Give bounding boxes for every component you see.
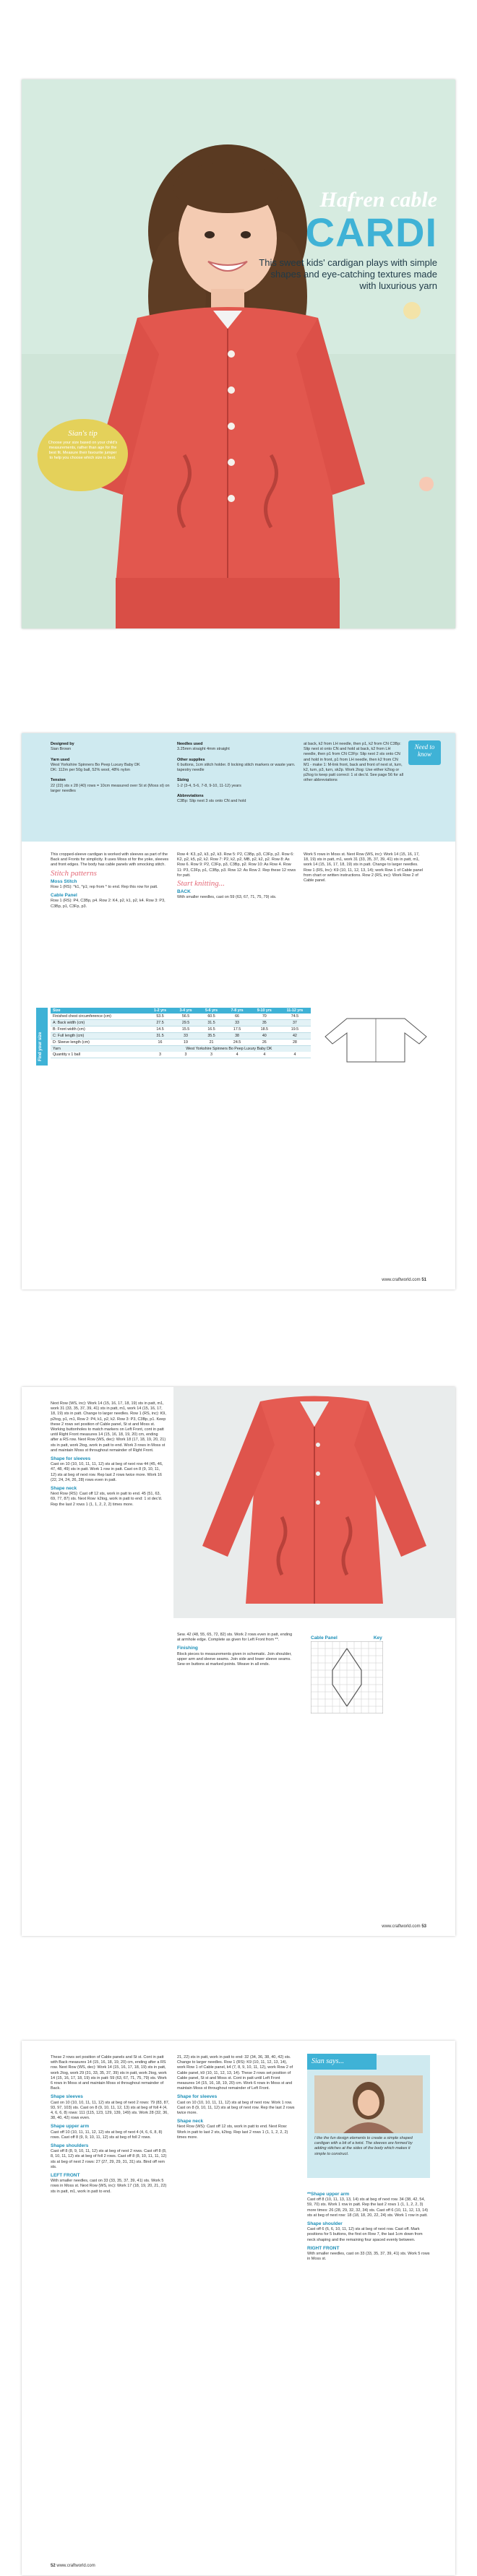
footer <box>51 2564 95 2568</box>
size-table-cell: 37 <box>279 1020 311 1026</box>
size-table-cell: 70 <box>250 1013 279 1020</box>
size-table-cell: 35 <box>250 1020 279 1026</box>
p4-col2-text: 21, 22) sts in patt, work in patt to end: 32 (34, 36, 38, 40, 42) sts. Change to larger needles. Row 1 (RS): K9 (10, 11, 12, 13, 14), work Row 1 of Cable panel, k4 (7, 8, 9, 10, 11, 12), work Row 2 of Cable panel, k9 (10, 11, 12, 13, 14). These 2 rows set position of Cable panel, St st and Moss st. Cont in patt until Left Front measures 14 (15, 16, 18, 19, 20) cm. Work 6 rows in Moss st and maintain Moss st throughout remainder of Left Front. <box>177 2055 293 2091</box>
body-col-1 <box>51 852 170 909</box>
size-table-row <box>51 1052 311 1058</box>
info-col-1 <box>51 742 170 794</box>
size-table-cell: 53.5 <box>147 1013 173 1020</box>
size-table-cell: 21 <box>199 1040 225 1046</box>
size-table-header-cell: 5-6 yrs <box>199 1008 225 1013</box>
sian-text: I like the fun design elements to create a simple shaped cardigan with a bit of a twist. The sleeves are formed by adding stitches at the sides of the body which makes it simple to construct. <box>314 2136 413 2156</box>
size-table-header-cell: Size <box>51 1008 147 1013</box>
back-continued: Work 5 rows in Moss st. Next Row (WS, inc): Work 14 (15, 16, 17, 18, 19) sts in patt, m1, work 31 (33, 35, 37, 39, 41) sts in patt, m1, work 14 (15, 16, 17, 18, 19) sts in patt. Change to larger needles. Row 1 (RS, Inc): K9 (10, 11, 12, 13, 14); work Row 1 of Cable panel from chart or written instructions. Row 2 (RS, inc): Work Row 2 of Cable panel. <box>304 852 423 883</box>
page-need-to-know <box>22 733 455 1289</box>
chart-label: Cable Panel <box>311 1635 338 1641</box>
cable-heading: Cable Panel <box>51 893 77 899</box>
moss-text: Row 1 (RS): *k1, *p1; rep from * to end. Rep this row for patt. <box>51 885 158 890</box>
size-table-row <box>51 1046 311 1053</box>
size-table-cell: 18.5 <box>250 1026 279 1033</box>
size-table-cell: 27.5 <box>147 1020 173 1026</box>
title-big: CARDI <box>305 209 437 255</box>
intro-text: This sweet kids' cardigan plays with simple shapes and eye-catching textures made with luxurious yarn <box>259 257 437 291</box>
p3-sleeves-heading: Shape for sleeves <box>51 1456 91 1462</box>
sian-photo <box>314 2075 423 2133</box>
find-size-tab <box>36 1008 48 1066</box>
start-heading: Start knitting... <box>177 879 225 889</box>
size-table-header <box>51 1008 311 1013</box>
sian-title: Sian says... <box>307 2054 377 2070</box>
cardigan-photo <box>173 1387 455 1618</box>
size-table-cell: 26 <box>250 1040 279 1046</box>
intro-body: This cropped-sleeve cardigan is worked with sleeves as part of the Back and Fronts for simplicity. It uses Moss st for the yoke, sleeves and front edges. The body has cable panels with smocking stitch. <box>51 852 169 868</box>
abbr-continued: at back, k2 from LH needle, then p1, k2 from CN C3Bp: Slip next st onto CN and hold at back, k2 from LH needle, then p1 from CN C3Fp: Slip next 2 sts onto CN and hold in front, p1 from LH needle, then k2 from CN M1 - make 1: M-link front, back and front of next st, turn, k2, turn, p3, turn, sk2p. Work 2tog: Use either k2tog or p2tog to keep patt correct: 1 st dec'd. See page 56 for all other abbreviations <box>304 742 404 783</box>
p4-col3-shoulders-text: Cast off 6 (6, 6, 10, 11, 12) sts at beg of next row. Cast off. Mark positions for 5 buttons, the first on Row 7, the last 1cm down from neck shaping and the remaining four spaced evenly between. <box>307 2227 423 2242</box>
find-size-label: Find your size <box>38 1032 43 1061</box>
size-table-header-cell: 9-10 yrs <box>250 1008 279 1013</box>
size-table-cell: Yarn <box>53 1047 61 1051</box>
need-to-know-tab: Need to know <box>408 740 441 765</box>
p3-col-2 <box>177 1633 293 1667</box>
finishing-heading: Finishing <box>177 1646 198 1651</box>
size-table-cell: 40 <box>250 1033 279 1040</box>
p4-col3-heading: **Shape upper arm <box>307 2192 350 2197</box>
size-table-cell: A: Back width (cm) <box>51 1020 147 1026</box>
size-table-cell: 19 <box>173 1040 199 1046</box>
size-table-row <box>51 1013 311 1020</box>
left-front-heading: LEFT FRONT <box>51 2173 80 2179</box>
page-number: 53 <box>421 1924 426 1929</box>
size-table <box>51 1008 311 1058</box>
size-table-cell: 56.5 <box>173 1013 199 1020</box>
footer-url: www.craftworld.com <box>382 1278 421 1282</box>
p4-col-1 <box>51 2055 170 2195</box>
p3-col-1 <box>51 1401 166 1508</box>
size-table-row <box>51 1033 311 1040</box>
title-block <box>257 188 437 292</box>
size-table-cell: 16 <box>147 1040 173 1046</box>
p4-col2-sleeves-text: Cast on 10 (10, 10, 11, 11, 12) sts at beg of next row. Work 1 row. Cast on 8 (9, 10, 11, 12) sts at beg of next row. Rep the last 2 rows twice more. <box>177 2100 295 2116</box>
size-table-cell: Finished chest circumference (cm) <box>51 1013 147 1020</box>
designed-label: Designed by <box>51 742 74 746</box>
needles-label: Needles used <box>177 742 203 746</box>
cable-rows: Row 4: K3, p2, k3, p2, k3. Row 5: P2, C3Bp, p3, C3Fp, p2. Row 6: K2, p2, k5, p2, k2. Row 7: P2, k2, p2, MB, p2, k2, p2. Row 8: As Row 6. Row 9: P2, C3Fp, p3, C3Bp, p2. Row 10: As Row 4. Row 11: P3, C3Fp, p1, C3Bp, p3. Row 12: As Row 2. Rep these 12 rows for patt. <box>177 852 296 878</box>
size-table-cell: 31.5 <box>199 1020 225 1026</box>
footer-url: www.craftworld.com <box>382 1924 421 1929</box>
p4-upperarm-text: Cast off 10 (10, 11, 11, 12, 12) sts at beg of next 4 (4, 6, 6, 8, 8) rows. Cast off 8 (9, 9, 10, 11, 12) sts at beg of foll 2 rows. <box>51 2130 163 2140</box>
schematic <box>318 1011 434 1066</box>
sizing-label: Sizing <box>177 778 189 783</box>
tip-text: Choose your size based on your child's measurements, rather than age for the best fit. Measure their favourite jumper to help you choose which size is best. <box>48 441 118 460</box>
size-table-cell: 17.5 <box>224 1026 250 1033</box>
size-table-cell: 33 <box>224 1020 250 1026</box>
p4-col2-sleeves-heading: Shape for sleeves <box>177 2094 218 2100</box>
p4-upperarm-heading: Shape upper arm <box>51 2124 90 2130</box>
p4-col3-text: Cast off 8 (10, 11, 13, 13, 14) sts at beg of next row. 34 (38, 42, 54, 59, 70) sts. Work 1 row in patt. Rep the last 2 rows 1 (1, 1, 2, 2, 3) more times: 26 (28, 29, 32, 32, 34) sts. Cast off 6 (10, 11, 12, 13, 14) sts at beg of next row: 18 (18, 18, 20, 22, 24) sts. Work 1 row in patt. <box>307 2197 429 2218</box>
right-front-heading: RIGHT FRONT <box>307 2245 340 2251</box>
page-pattern-3 <box>22 2041 455 2575</box>
abbr-label: Abbreviations <box>177 794 204 799</box>
sian-box <box>307 2055 430 2178</box>
size-table-header-cell: 7-8 yrs <box>224 1008 250 1013</box>
p4-col-2 <box>177 2055 296 2140</box>
size-table-cell: 15.5 <box>173 1026 199 1033</box>
size-table-cell: 28 <box>279 1040 311 1046</box>
chart-area <box>311 1633 426 1717</box>
p4-shoulders-text: Cast off 8 (8, 9, 10, 11, 12) sts at beg of next 2 rows. Cast off 8 (8, 8, 10, 11, 12) sts at beg of foll 2 rows. Cast off 8 (8, 10, 11, 11, 12) sts at beg of next 2 rows: 27 (27, 29, 29, 31, 31) sts. Bind off rem sts. <box>51 2149 167 2169</box>
designed-value: Sian Brown <box>51 747 72 752</box>
cable-text: Row 1 (RS): P4, C3Bp, p4. Row 2: K4, p2, k1, p2, k4. Row 3: P3, C3Bp, p1, C3Fp, p3. <box>51 899 166 909</box>
size-table-cell: 16.5 <box>199 1026 225 1033</box>
footer <box>382 1278 426 1282</box>
size-table-cell: 4 <box>250 1052 279 1058</box>
p4-col2-neck-text: Next Row (WS): Cast off 12 sts, work in patt to end. Next Row: Work in patt to last 2 sts, k2tog. Rep last 2 rows 1 (1, 1, 2, 2, 2) times more. <box>177 2125 288 2140</box>
p3-neck-heading: Shape neck <box>51 1486 77 1492</box>
finishing-text: Block pieces to measurements given in schematic. Join shoulder, upper arm and sleeve seams. Join side and lower sleeve seams. Sew on buttons at marked points. Weave in all ends. <box>177 1651 292 1667</box>
size-table-cell: 14.5 <box>147 1026 173 1033</box>
cable-chart <box>311 1641 383 1713</box>
page-number: 52 <box>51 2564 56 2568</box>
size-table-header-cell: 3-4 yrs <box>173 1008 199 1013</box>
body-col-2 <box>177 852 296 901</box>
p4-sleeves-heading: Shape sleeves <box>51 2094 83 2100</box>
size-table-cell: C: Full length (cm) <box>51 1033 147 1040</box>
size-table-cell: 31.5 <box>147 1033 173 1040</box>
title-script: Hafren cable <box>319 188 437 212</box>
size-table-header-cell: 11-12 yrs <box>279 1008 311 1013</box>
p3-col2-text: Sew. 42 (48, 55, 65, 72, 82) sts. Work 2 rows even in patt, ending at armhole edge. Complete as given for Left Front from **. <box>177 1633 293 1643</box>
size-table-cell: 38 <box>224 1033 250 1040</box>
size-table-cell: 4 <box>224 1052 250 1058</box>
size-table-cell: 19.5 <box>279 1026 311 1033</box>
size-table-cell: 66 <box>224 1013 250 1020</box>
tension-label: Tension <box>51 778 66 783</box>
other-label: Other supplies <box>177 757 205 762</box>
p4-col3-shoulders-heading: Shape shoulder <box>307 2221 343 2227</box>
cover-photo <box>22 79 455 628</box>
size-table-row <box>51 1026 311 1033</box>
size-table-cell: 35.5 <box>199 1033 225 1040</box>
abbr-value: C3Bp: Slip next 3 sts onto CN and hold <box>177 799 246 804</box>
page-cover <box>22 79 455 628</box>
size-table-cell: 60.5 <box>199 1013 225 1020</box>
size-table-cell: 42 <box>279 1033 311 1040</box>
info-col-2 <box>177 742 296 804</box>
size-table-cell: 33 <box>173 1033 199 1040</box>
body-col-3 <box>304 852 423 883</box>
p4-shoulders-heading: Shape shoulders <box>51 2143 89 2149</box>
size-table-cell: D: Sleeve length (cm) <box>51 1040 147 1046</box>
yarn-label: Yarn used <box>51 757 70 762</box>
size-table-cell: 4 <box>279 1052 311 1058</box>
size-table-row <box>51 1020 311 1026</box>
size-table-cell: 29.5 <box>173 1020 199 1026</box>
tip-title: Sian's tip <box>68 429 98 438</box>
size-table-cell: 3 <box>147 1052 173 1058</box>
footer <box>382 1924 426 1929</box>
needles-value: 3.25mm straight 4mm straight <box>177 747 230 752</box>
left-front-text: With smaller needles, cast on 33 (33, 35, 37, 39, 41) sts. Work 5 rows in Moss st. Next Row (WS, inc): Work 17 (18, 19, 20, 21, 22) sts in patt, m1, work in patt to end. <box>51 2179 167 2194</box>
yarn-value: West Yorkshire Spinners Bo Peep Luxury Baby DK <box>51 762 140 767</box>
size-table-header-cell: 1-2 yrs <box>147 1008 173 1013</box>
p4-sleeves-text: Cast on 10 (10, 10, 11, 11, 12) sts at beg of next 2 rows: 79 (83, 87, 93, 97, 103) sts. Cast on 8 (9, 10, 11, 12, 13) sts at beg of foll 4 (4, 4, 6, 6, 8) rows: 111 (115, 123, 129, 139, 149) sts. Work 28 (32, 36, 38, 40, 42) rows even. <box>51 2100 170 2121</box>
size-table-cell: West Yorkshire Spinners Bo Peep Luxury Baby DK <box>186 1047 272 1051</box>
size-table-cell: B: Front width (cm) <box>51 1026 147 1033</box>
p4-col-3 <box>307 2189 430 2262</box>
yarn-amount: DK: 112m per 50g ball, 52% wool, 48% nylon <box>51 768 130 773</box>
back-heading: BACK <box>177 889 191 895</box>
right-front-text: With smaller needles, cast on 33 (33, 35, 37, 39, 41) sts. Work 5 rows in Moss st. <box>307 2252 430 2262</box>
size-table-cell: 24.5 <box>224 1040 250 1046</box>
p3-neck-text: Next Row (RS): Cast off 12 sts, work in patt to end. 45 (51, 63, 69, 77, 87) sts. Next Row: k2tog, work in patt to end: 1 st dec'd. Rep the last 2 rows 1 (1, 1, 2, 2, 2) times more. <box>51 1492 163 1507</box>
back-text: With smaller needles, cast on 59 (63, 67, 71, 75, 79) sts. <box>177 895 277 900</box>
key-label: Key <box>373 1635 382 1641</box>
p4-col1-text: These 2 rows set position of Cable panels and St st. Cont in patt with Back measures 14 (15, 16, 18, 19, 20) cm, ending after a RS row. Next Row (WS, dec): Work 14 (15, 16, 17, 18, 19) sts in patt, work 2tog, work 29 (31, 33, 35, 37, 39) sts in patt, work 2tog, work 14 (15, 16, 17, 18, 19) sts in patt: 59 (63, 67, 71, 75, 79) sts. Work 6 rows in Moss st and maintain Moss st throughout remainder of Back. <box>51 2055 167 2091</box>
size-table-cell: 74.5 <box>279 1013 311 1020</box>
moss-heading: Moss Stitch <box>51 878 77 884</box>
p3-sleeves-text: Cast on 10 (10, 10, 11, 11, 12) sts at beg of next row 44 (45, 46, 47, 48, 49) sts in patt. Work 1 row in patt. Cast on 8 (9, 10, 11, 12) sts at beg of next row. Rep last 2 rows twice more. Work 16 (22, 24, 24, 26, 28) rows even in patt. <box>51 1462 163 1482</box>
size-table-cell: 3 <box>199 1052 225 1058</box>
other-value: 6 buttons, 1cm stitch holder. 8 locking stitch markers or waste yarn. tapestry needle <box>177 762 296 773</box>
page-number: 51 <box>421 1278 426 1282</box>
size-table-cell: 3 <box>173 1052 199 1058</box>
p3-col1-text: Next Row (WS, inc): Work 14 (15, 16, 17, 18, 19) sts in patt, m1, work 31 (33, 35, 37, 39, 41) sts in patt, m1, work 14 (15, 16, 17, 18, 19) sts in patt. Change to larger needles. Row 1 (RS, inc): K9, p2tog, p1, m1, Row 2: P4, k1, p2, k2. Row 3: P3, C3Bp, p1. Keep these 2 rows set position of Cable panel, St st and Moss st. Working buttonholes to match markers on Left Front, cont in patt until Right Front measures 14 (15, 16, 18, 19, 20) cm, ending after a RS row. Next Row (WS, dec): Work 18 (17, 18, 19, 20, 21) sts in patt, work 2tog, work in patt to end. Work 3 rows in Moss st and maintain Moss st throughout remainder of Right Front. <box>51 1401 166 1453</box>
info-col-3 <box>304 742 405 784</box>
sizing-value: 1-2 (3-4, 5-6, 7-8, 9-10, 11-12) years <box>177 783 241 788</box>
size-table-row <box>51 1040 311 1046</box>
stitch-heading: Stitch patterns <box>51 868 97 878</box>
page-pattern-2 <box>22 1387 455 1936</box>
footer-url: www.craftworld.com <box>56 2564 95 2568</box>
p4-col2-neck-heading: Shape neck <box>177 2119 204 2125</box>
tension-value: 22 (22) sts x 28 (40) rows = 10cm measured over St st (Moss st) on larger needles <box>51 783 170 793</box>
size-table-cell: Quantity x 1 ball <box>51 1052 147 1058</box>
